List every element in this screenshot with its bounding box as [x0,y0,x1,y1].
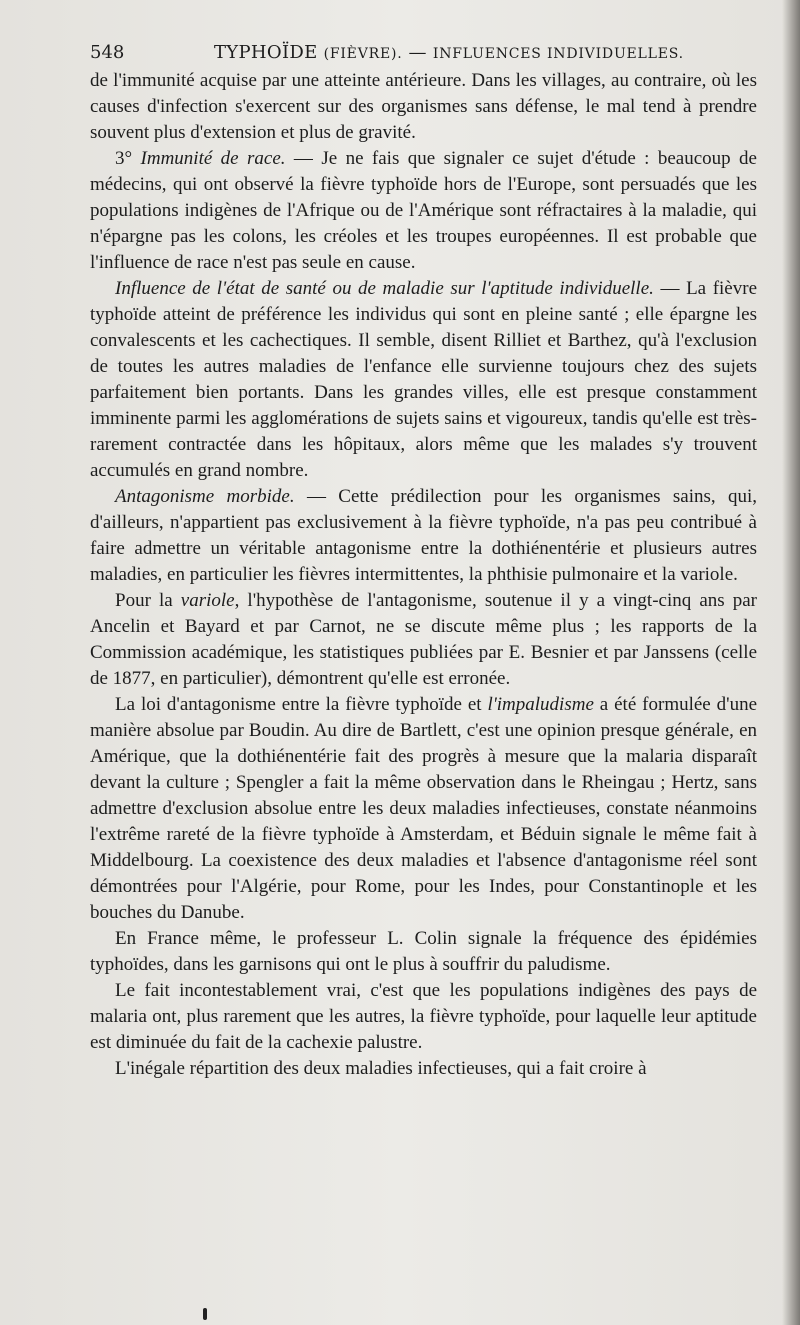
paragraph-text: , l'hypothèse de l'antagonisme, soutenue il y a vingt-cinq ans par Ancelin et Bayard et par Carnot, ne se discute même plus ; les rapports de la Commission académique, les statistiques publiées par E. Besnier et par Janssens (celle de 1877, en particulier), démontrent qu'elle est erronée. [90,590,757,689]
paragraph-text: — La fièvre typhoïde atteint de préférence les individus qui sont en pleine santé ; elle épargne les convalescents et les cachectiques. Il semble, disent Rilliet et Barthez, qu'à l'exclusion de toutes les autres maladies de l'enfance elle survienne toujours chez des sujets parfaitement bien portants. Dans les grandes villes, elle est presque constamment imminente parmi les agglomérations de sujets sains et vigoureux, tandis qu'elle est très-rarement contractée dans les hôpitaux, alors même que les malades s'y trouvent accumulés en grand nombre. [90,278,757,481]
paragraph-text: L'inégale répartition des deux maladies infectieuses, qui a fait croire à [115,1058,647,1079]
section-heading: Antagonisme morbide. [115,486,295,507]
page-number: 548 [90,42,125,63]
page-body [90,68,757,1082]
paragraph-1 [90,68,757,146]
paragraph-france [90,926,757,978]
paragraph-pre: La loi d'antagonisme entre la fièvre typhoïde et [115,694,488,715]
paragraph-lead: 3° [115,148,141,169]
section-heading: Influence de l'état de santé ou de maladie sur l'aptitude individuelle. [115,278,654,299]
running-header [90,42,757,64]
paragraph-text: Le fait incontestablement vrai, c'est que les populations indigènes des pays de malaria ont, plus rarement que les autres, la fièvre typhoïde, pour laquelle leur aptitude est diminuée du fait de la cachexie palustre. [90,980,757,1053]
page-edge-shadow [782,0,800,1325]
paragraph-text: — Je ne fais que signaler ce sujet d'étude : beaucoup de médecins, qui ont observé la fièvre typhoïde hors de l'Europe, sont persuadés que les populations indigènes de l'Afrique ou de l'Amérique sont réfractaires à la maladie, qui n'épargne pas les colons, les créoles et les troupes européennes. Il est probable que l'influence de race n'est pas seule en cause. [90,148,757,273]
header-separator: — [408,42,427,63]
paragraph-variole [90,588,757,692]
paragraph-text: — Cette prédilection pour les organismes sains, qui, d'ailleurs, n'appartient pas exclusivement à la fièvre typhoïde, n'a pas peu contribué à faire admettre un véritable antagonisme entre la dothiénentérie et plusieurs autres maladies, en particulier les fièvres intermittentes, la phthisie pulmonaire et la variole. [90,486,757,585]
paragraph-text: En France même, le professeur L. Colin signale la fréquence des épidémies typhoïdes, dans les garnisons qui ont le plus à souffrir du paludisme. [90,928,757,975]
header-subtitle: (FIÈVRE). [323,46,403,62]
paragraph-immunite-race [90,146,757,276]
paragraph-impaludisme [90,692,757,926]
italic-term: l'impaludisme [487,694,594,715]
section-heading: Immunité de race. [140,148,286,169]
paragraph-antagonisme-morbide [90,484,757,588]
paragraph-text: de l'immunité acquise par une atteinte antérieure. Dans les villages, au contraire, où les causes d'infection s'exercent sur des organismes sans défense, le mal tend à prendre souvent plus d'extension et plus de gravité. [90,70,757,143]
paragraph-fait-incontestable [90,978,757,1056]
paragraph-pre: Pour la [115,590,181,611]
header-section: INFLUENCES INDIVIDUELLES. [432,46,684,62]
paragraph-influence-etat-sante [90,276,757,484]
header-title: TYPHOÏDE [214,42,318,63]
italic-term: variole [180,590,235,611]
paragraph-text: a été formulée d'une manière absolue par Boudin. Au dire de Bartlett, c'est une opinion presque générale, en Amérique, que la dothiénentérie fait des progrès à mesure que la malaria disparaît devant la culture ; Spengler a fait la même observation dans le Rheingau ; Hertz, sans admettre d'exclusion absolue entre les deux maladies infectieuses, constate néanmoins l'extrême rareté de la fièvre typhoïde à Amsterdam, et Béduin signale le même fait à Middelbourg. La coexistence des deux maladies et l'absence d'antagonisme réel sont démontrées pour l'Algérie, pour Rome, pour les Indes, pour Constantinople et les bouches du Danube. [90,694,757,923]
paragraph-inegale-repartition [90,1056,757,1082]
running-title [214,42,684,65]
ink-mark [203,1308,207,1320]
